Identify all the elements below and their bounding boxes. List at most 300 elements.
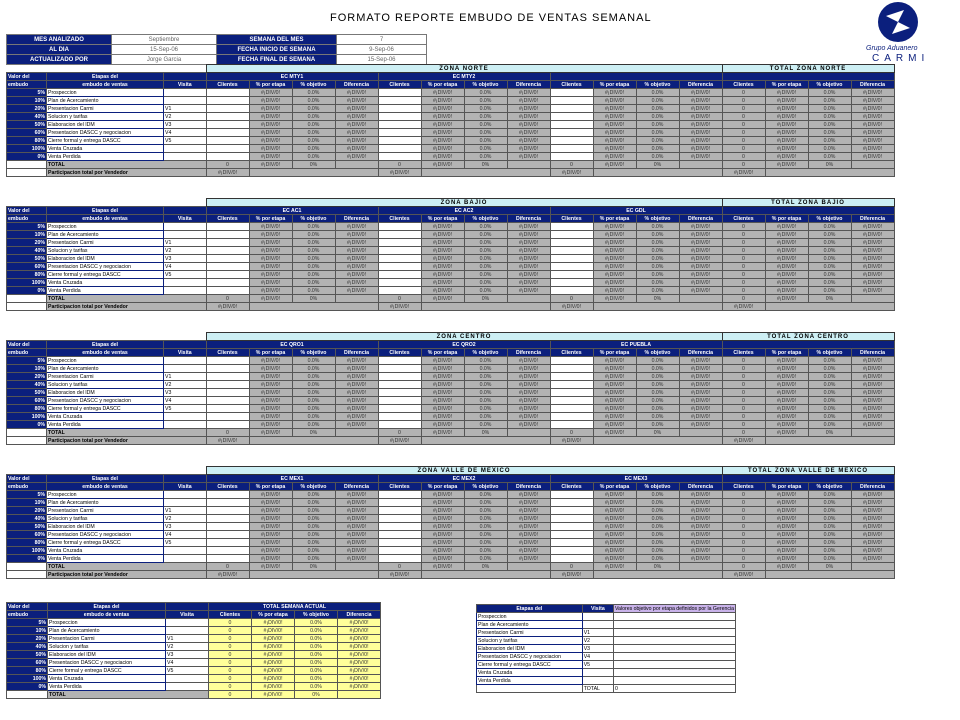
total-por-etapa-value: #¡DIV/0! xyxy=(765,89,808,97)
stage-row xyxy=(7,507,895,515)
clientes-input[interactable] xyxy=(206,279,249,287)
clientes-input[interactable] xyxy=(550,381,593,389)
clientes-input[interactable] xyxy=(206,357,249,365)
objetivo-value: 0.0% xyxy=(464,555,507,563)
total-label: TOTAL xyxy=(47,161,207,169)
total-diferencia-value: #¡DIV/0! xyxy=(851,539,894,547)
col-objetivo: % objetivo xyxy=(636,483,679,491)
clientes-input[interactable] xyxy=(378,279,421,287)
stage-visit: V3 xyxy=(582,645,613,653)
diferencia-value: #¡DIV/0! xyxy=(679,231,722,239)
clientes-input[interactable] xyxy=(550,129,593,137)
clientes-input[interactable] xyxy=(378,145,421,153)
diferencia-value: #¡DIV/0! xyxy=(679,263,722,271)
por-etapa-value: #¡DIV/0! xyxy=(249,113,292,121)
col-por-etapa: % por etapa xyxy=(765,349,808,357)
objetivo-value: 0.0% xyxy=(464,97,507,105)
por-etapa-value: #¡DIV/0! xyxy=(249,129,292,137)
objetivo-input[interactable] xyxy=(613,645,735,653)
clientes-input[interactable] xyxy=(550,89,593,97)
total-clientes: 0 xyxy=(550,161,593,169)
total-row xyxy=(7,563,895,571)
clientes-input[interactable] xyxy=(206,129,249,137)
zone-name: ZONA NORTE xyxy=(206,65,722,73)
por-etapa-value: #¡DIV/0! xyxy=(252,651,295,659)
clientes-input[interactable] xyxy=(206,499,249,507)
diferencia-value: #¡DIV/0! xyxy=(507,129,550,137)
diferencia-value: #¡DIV/0! xyxy=(679,239,722,247)
logo-text-group: Grupo Aduanero xyxy=(866,45,918,52)
clientes-input[interactable] xyxy=(206,271,249,279)
spacer xyxy=(164,333,207,341)
total-diferencia xyxy=(335,161,378,169)
diferencia-value: #¡DIV/0! xyxy=(679,421,722,429)
total-clientes: 0 xyxy=(722,563,765,571)
clientes-input[interactable] xyxy=(550,389,593,397)
clientes-input[interactable] xyxy=(378,373,421,381)
clientes-input[interactable] xyxy=(550,255,593,263)
branch-name: EC AC1 xyxy=(206,207,378,215)
objetivo-input[interactable] xyxy=(613,661,735,669)
por-etapa-value: #¡DIV/0! xyxy=(421,365,464,373)
total-objetivo-value: 0.0% xyxy=(808,247,851,255)
total-diferencia xyxy=(507,161,550,169)
total-por-etapa-value: #¡DIV/0! xyxy=(765,515,808,523)
total-header-top xyxy=(722,475,894,483)
clientes-input[interactable] xyxy=(206,223,249,231)
total-por-etapa-value: #¡DIV/0! xyxy=(765,271,808,279)
clientes-input[interactable] xyxy=(550,113,593,121)
diferencia-value: #¡DIV/0! xyxy=(679,539,722,547)
total-objetivo-value: 0.0% xyxy=(808,405,851,413)
report-title: FORMATO REPORTE EMBUDO DE VENTAS SEMANAL xyxy=(330,12,652,24)
total-clientes-value: 0 xyxy=(722,421,765,429)
stage-visit: V2 xyxy=(582,637,613,645)
stage-percent: 5% xyxy=(7,223,47,231)
stage-percent: 0% xyxy=(7,153,47,161)
clientes-input[interactable] xyxy=(378,287,421,295)
col-objetivo: % objetivo xyxy=(808,215,851,223)
objetivo-value: 0.0% xyxy=(636,555,679,563)
clientes-input[interactable] xyxy=(206,239,249,247)
por-etapa-value: #¡DIV/0! xyxy=(249,89,292,97)
clientes-input[interactable] xyxy=(550,287,593,295)
total-diferencia-value: #¡DIV/0! xyxy=(851,137,894,145)
por-etapa-value: #¡DIV/0! xyxy=(421,515,464,523)
clientes-input[interactable] xyxy=(206,413,249,421)
stage-name: Prospeccion xyxy=(47,89,164,97)
clientes-input[interactable] xyxy=(206,531,249,539)
clientes-input[interactable] xyxy=(206,373,249,381)
clientes-input[interactable] xyxy=(378,499,421,507)
col-diferencia: Diferencia xyxy=(507,349,550,357)
clientes-input[interactable] xyxy=(378,239,421,247)
diferencia-value: #¡DIV/0! xyxy=(335,89,378,97)
stage-percent: 10% xyxy=(7,627,48,635)
objetivo-value: 0.0% xyxy=(292,547,335,555)
total-clientes-value: 0 xyxy=(722,413,765,421)
clientes-input[interactable] xyxy=(550,547,593,555)
clientes-input[interactable] xyxy=(378,381,421,389)
por-etapa-value: #¡DIV/0! xyxy=(249,515,292,523)
clientes-input[interactable] xyxy=(378,105,421,113)
total-por-etapa-value: #¡DIV/0! xyxy=(765,287,808,295)
clientes-input[interactable] xyxy=(378,357,421,365)
clientes-input[interactable] xyxy=(550,137,593,145)
clientes-input[interactable] xyxy=(550,507,593,515)
clientes-input[interactable] xyxy=(550,145,593,153)
objetivo-input[interactable] xyxy=(613,637,735,645)
objetivo-value: 0.0% xyxy=(464,531,507,539)
clientes-input[interactable] xyxy=(378,263,421,271)
clientes-input[interactable] xyxy=(206,523,249,531)
zone-section xyxy=(6,64,954,177)
clientes-input[interactable] xyxy=(378,523,421,531)
objetivo-value: 0.0% xyxy=(636,121,679,129)
objetivo-input[interactable] xyxy=(613,613,735,621)
clientes-input[interactable] xyxy=(206,515,249,523)
clientes-input[interactable] xyxy=(378,365,421,373)
total-clientes: 0 xyxy=(550,429,593,437)
clientes-input[interactable] xyxy=(206,105,249,113)
total-diferencia-value: #¡DIV/0! xyxy=(851,239,894,247)
label-mes: MES ANALIZADO xyxy=(7,35,112,45)
clientes-input[interactable] xyxy=(206,539,249,547)
clientes-input[interactable] xyxy=(206,491,249,499)
clientes-input[interactable] xyxy=(550,523,593,531)
clientes-input[interactable] xyxy=(550,271,593,279)
stage-row xyxy=(7,683,381,691)
value-semana[interactable]: 7 xyxy=(337,35,427,45)
total-por-etapa-value: #¡DIV/0! xyxy=(765,389,808,397)
diferencia-value: #¡DIV/0! xyxy=(507,287,550,295)
diferencia-value: #¡DIV/0! xyxy=(335,397,378,405)
clientes-input[interactable] xyxy=(550,153,593,161)
diferencia-value: #¡DIV/0! xyxy=(507,499,550,507)
stage-visit: V4 xyxy=(164,531,207,539)
clientes-input[interactable] xyxy=(378,223,421,231)
clientes-input[interactable] xyxy=(206,247,249,255)
stage-visit xyxy=(164,491,207,499)
objetivo-value: 0.0% xyxy=(464,129,507,137)
diferencia-value: #¡DIV/0! xyxy=(335,539,378,547)
total-clientes-value: 0 xyxy=(722,523,765,531)
total-por-etapa: #¡DIV/0! xyxy=(249,161,292,169)
clientes-input[interactable] xyxy=(550,231,593,239)
clientes-input[interactable] xyxy=(206,145,249,153)
clientes-input[interactable] xyxy=(206,97,249,105)
stage-visit xyxy=(164,421,207,429)
participation-blank xyxy=(765,437,894,445)
clientes-input[interactable] xyxy=(550,239,593,247)
clientes-input[interactable] xyxy=(550,421,593,429)
stage-name: Presentacion DASCC y negociacion xyxy=(47,397,164,405)
clientes-input[interactable] xyxy=(206,287,249,295)
total-objetivo-value: 0.0% xyxy=(808,153,851,161)
branch-name: EC GDL xyxy=(550,207,722,215)
stage-name: Elaboracion del IDM xyxy=(48,651,166,659)
col-valor: Valor del xyxy=(7,73,47,81)
clientes-input[interactable] xyxy=(550,223,593,231)
total-semana-table xyxy=(6,602,381,699)
stage-percent: 20% xyxy=(7,239,47,247)
col-visita: Visita xyxy=(164,215,207,223)
clientes-input[interactable] xyxy=(378,389,421,397)
diferencia-value: #¡DIV/0! xyxy=(507,137,550,145)
total-objetivo: 0% xyxy=(636,295,679,303)
clientes-input[interactable] xyxy=(206,263,249,271)
clientes-input[interactable] xyxy=(206,113,249,121)
stage-visit: V2 xyxy=(166,643,209,651)
objetivo-value: 0.0% xyxy=(295,619,338,627)
clientes-input[interactable] xyxy=(206,405,249,413)
branch-name: EC PUEBLA xyxy=(550,341,722,349)
total-por-etapa-value: #¡DIV/0! xyxy=(765,231,808,239)
stage-percent: 5% xyxy=(7,89,47,97)
objetivo-value: 0.0% xyxy=(636,515,679,523)
clientes-input[interactable] xyxy=(378,547,421,555)
diferencia-value: #¡DIV/0! xyxy=(507,97,550,105)
clientes-input[interactable] xyxy=(206,507,249,515)
por-etapa-value: #¡DIV/0! xyxy=(593,499,636,507)
col-diferencia: Diferencia xyxy=(679,483,722,491)
clientes-input[interactable] xyxy=(206,365,249,373)
total-por-etapa-value: #¡DIV/0! xyxy=(765,539,808,547)
objetivo-input[interactable] xyxy=(613,677,735,685)
clientes-input[interactable] xyxy=(378,421,421,429)
objetivo-input[interactable] xyxy=(613,621,735,629)
objetivo-total-value: 0 xyxy=(613,685,735,693)
objetivo-input[interactable] xyxy=(613,629,735,637)
stage-row xyxy=(7,105,895,113)
clientes-input[interactable] xyxy=(378,491,421,499)
total-por-etapa: #¡DIV/0! xyxy=(421,429,464,437)
por-etapa-value: #¡DIV/0! xyxy=(421,491,464,499)
clientes-input[interactable] xyxy=(378,539,421,547)
por-etapa-value: #¡DIV/0! xyxy=(593,231,636,239)
value-fecha-inicio[interactable]: 9-Sep-06 xyxy=(337,45,427,55)
clientes-input[interactable] xyxy=(206,555,249,563)
objetivo-value: 0.0% xyxy=(292,239,335,247)
clientes-input[interactable] xyxy=(550,105,593,113)
participation-value: #¡DIV/0! xyxy=(206,303,249,311)
objetivo-value: 0.0% xyxy=(295,683,338,691)
clientes-input[interactable] xyxy=(378,255,421,263)
total-row xyxy=(7,161,895,169)
objetivo-value: 0.0% xyxy=(292,271,335,279)
clientes-input[interactable] xyxy=(378,121,421,129)
diferencia-value: #¡DIV/0! xyxy=(335,279,378,287)
objetivo-value: 0.0% xyxy=(292,389,335,397)
total-clientes-value: 0 xyxy=(722,113,765,121)
total-label: TOTAL xyxy=(47,295,207,303)
clientes-input[interactable] xyxy=(378,137,421,145)
spacer xyxy=(7,295,47,303)
clientes-input[interactable] xyxy=(378,231,421,239)
value-actualizado[interactable]: Jorge Garcia xyxy=(112,55,217,65)
clientes-input[interactable] xyxy=(378,247,421,255)
clientes-input[interactable] xyxy=(206,231,249,239)
stage-visit: V4 xyxy=(164,129,207,137)
total-objetivo-value: 0.0% xyxy=(808,357,851,365)
diferencia-value: #¡DIV/0! xyxy=(335,405,378,413)
clientes-input[interactable] xyxy=(550,499,593,507)
total-por-etapa-value: #¡DIV/0! xyxy=(765,153,808,161)
clientes-input[interactable] xyxy=(206,153,249,161)
col-diferencia: Diferencia xyxy=(851,483,894,491)
subheader-row xyxy=(7,483,895,491)
por-etapa-value: #¡DIV/0! xyxy=(252,667,295,675)
clientes-input[interactable] xyxy=(550,373,593,381)
stage-percent: 40% xyxy=(7,381,47,389)
clientes-input[interactable] xyxy=(378,555,421,563)
clientes-input[interactable] xyxy=(550,97,593,105)
total-diferencia-value: #¡DIV/0! xyxy=(851,255,894,263)
objetivo-value: 0.0% xyxy=(292,105,335,113)
stage-visit xyxy=(582,621,613,629)
clientes-input[interactable] xyxy=(206,381,249,389)
stage-name: Solucion y tarifas xyxy=(47,381,164,389)
clientes-input[interactable] xyxy=(550,279,593,287)
subheader-row xyxy=(7,611,381,619)
total-objetivo: 0% xyxy=(464,429,507,437)
clientes-input[interactable] xyxy=(378,531,421,539)
clientes-input[interactable] xyxy=(550,121,593,129)
por-etapa-value: #¡DIV/0! xyxy=(421,231,464,239)
branch-name: EC QRO1 xyxy=(206,341,378,349)
clientes-input[interactable] xyxy=(378,89,421,97)
total-clientes-value: 0 xyxy=(722,89,765,97)
total-diferencia-value: #¡DIV/0! xyxy=(851,247,894,255)
clientes-input[interactable] xyxy=(550,539,593,547)
clientes-input[interactable] xyxy=(550,397,593,405)
clientes-input[interactable] xyxy=(206,255,249,263)
clientes-input[interactable] xyxy=(206,89,249,97)
por-etapa-value: #¡DIV/0! xyxy=(593,421,636,429)
por-etapa-value: #¡DIV/0! xyxy=(593,145,636,153)
total-clientes: 0 xyxy=(722,429,765,437)
value-fecha-final[interactable]: 15-Sep-06 xyxy=(337,55,427,65)
total-por-etapa-value: #¡DIV/0! xyxy=(765,255,808,263)
diferencia-value: #¡DIV/0! xyxy=(335,137,378,145)
stage-row xyxy=(7,279,895,287)
clientes-input[interactable] xyxy=(550,247,593,255)
objetivo-note: Valores objetivo por etapa definidos por la Gerencia xyxy=(614,605,734,612)
zone-section xyxy=(6,198,954,311)
label-dia: AL DIA xyxy=(7,45,112,55)
total-clientes: 0 xyxy=(378,429,421,437)
clientes-input[interactable] xyxy=(206,389,249,397)
clientes-input[interactable] xyxy=(550,555,593,563)
clientes-input[interactable] xyxy=(206,397,249,405)
total-clientes-value: 0 xyxy=(722,515,765,523)
clientes-input[interactable] xyxy=(206,137,249,145)
clientes-input[interactable] xyxy=(378,153,421,161)
clientes-input[interactable] xyxy=(206,547,249,555)
stage-name: Presentacion DASCC y negociacion xyxy=(47,129,164,137)
spacer xyxy=(7,467,47,475)
objetivo-value: 0.0% xyxy=(636,373,679,381)
stage-percent: 80% xyxy=(7,271,47,279)
logo-text-carmi: CARMI xyxy=(872,53,930,64)
total-diferencia-value: #¡DIV/0! xyxy=(851,499,894,507)
clientes-input[interactable] xyxy=(378,507,421,515)
diferencia-value: #¡DIV/0! xyxy=(507,531,550,539)
value-dia[interactable]: 15-Sep-06 xyxy=(112,45,217,55)
clientes-input[interactable] xyxy=(550,357,593,365)
stage-visit xyxy=(582,669,613,677)
stage-percent: 80% xyxy=(7,137,47,145)
clientes-input[interactable] xyxy=(206,121,249,129)
clientes-input[interactable] xyxy=(378,129,421,137)
total-objetivo: 0% xyxy=(464,563,507,571)
col-diferencia: Diferencia xyxy=(679,215,722,223)
por-etapa-value: #¡DIV/0! xyxy=(249,357,292,365)
clientes-value: 0 xyxy=(209,635,252,643)
total-por-etapa-value: #¡DIV/0! xyxy=(765,145,808,153)
spacer xyxy=(164,199,207,207)
total-por-etapa-value: #¡DIV/0! xyxy=(765,97,808,105)
stage-name: Solucion y tarifas xyxy=(48,643,166,651)
objetivo-input[interactable] xyxy=(613,669,735,677)
stage-percent: 5% xyxy=(7,357,47,365)
value-mes[interactable]: Septiembre xyxy=(112,35,217,45)
por-etapa-value: #¡DIV/0! xyxy=(593,97,636,105)
por-etapa-value: #¡DIV/0! xyxy=(252,635,295,643)
objetivo-value: 0.0% xyxy=(636,97,679,105)
total-clientes-value: 0 xyxy=(722,247,765,255)
total-objetivo-value: 0.0% xyxy=(808,89,851,97)
clientes-input[interactable] xyxy=(206,421,249,429)
total-por-etapa-value: #¡DIV/0! xyxy=(765,137,808,145)
diferencia-value: #¡DIV/0! xyxy=(679,97,722,105)
stage-name: Prospeccion xyxy=(48,619,166,627)
clientes-input[interactable] xyxy=(550,405,593,413)
label-semana: SEMANA DEL MES xyxy=(217,35,337,45)
stage-visit: V5 xyxy=(582,661,613,669)
por-etapa-value: #¡DIV/0! xyxy=(421,499,464,507)
zone-table xyxy=(6,332,895,445)
clientes-input[interactable] xyxy=(378,405,421,413)
col-diferencia: Diferencia xyxy=(851,81,894,89)
clientes-input[interactable] xyxy=(550,531,593,539)
participation-row xyxy=(7,571,895,579)
clientes-input[interactable] xyxy=(378,271,421,279)
clientes-input[interactable] xyxy=(550,365,593,373)
spacer xyxy=(164,65,207,73)
total-diferencia-value: #¡DIV/0! xyxy=(851,381,894,389)
clientes-input[interactable] xyxy=(378,97,421,105)
clientes-input[interactable] xyxy=(378,113,421,121)
por-etapa-value: #¡DIV/0! xyxy=(593,121,636,129)
clientes-input[interactable] xyxy=(378,397,421,405)
por-etapa-value: #¡DIV/0! xyxy=(593,263,636,271)
clientes-input[interactable] xyxy=(378,515,421,523)
clientes-input[interactable] xyxy=(550,491,593,499)
clientes-input[interactable] xyxy=(550,413,593,421)
objetivo-input[interactable] xyxy=(613,653,735,661)
stage-visit: V5 xyxy=(166,667,209,675)
total-diferencia-value: #¡DIV/0! xyxy=(851,413,894,421)
col-clientes: Clientes xyxy=(550,483,593,491)
clientes-input[interactable] xyxy=(378,413,421,421)
col-por-etapa: % por etapa xyxy=(593,215,636,223)
clientes-input[interactable] xyxy=(550,515,593,523)
total-objetivo-value: 0.0% xyxy=(808,531,851,539)
por-etapa-value: #¡DIV/0! xyxy=(593,153,636,161)
clientes-input[interactable] xyxy=(550,263,593,271)
participation-blank xyxy=(421,571,550,579)
